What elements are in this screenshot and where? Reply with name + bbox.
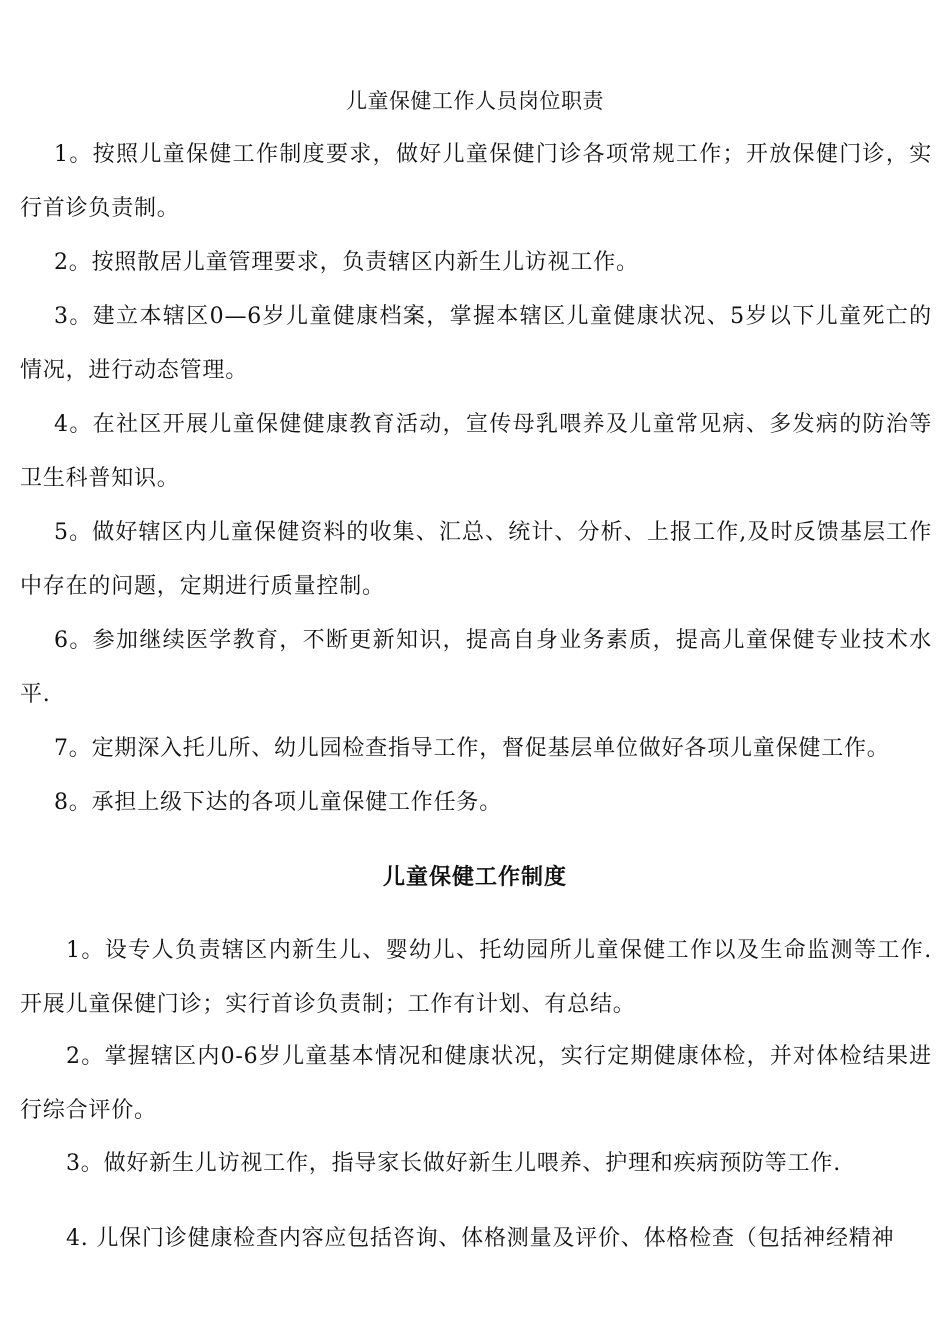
section1-item-8: 8。承担上级下达的各项儿童保健工作任务。 xyxy=(54,790,502,815)
section2-item-4: 4. 儿保门诊健康检查内容应包括咨询、体格测量及评价、体格检查（包括神经精神 xyxy=(66,1226,895,1251)
section1-item-5: 5。做好辖区内儿童保健资料的收集、汇总、统计、分析、上报工作,及时反馈基层工作中存在的问题，定期进行质量控制。 xyxy=(20,520,932,599)
section2-item-2: 2。掌握辖区内0-6岁儿童基本情况和健康状况，实行定期健康体检，并对体检结果进行综合评价。 xyxy=(20,1044,932,1123)
section1-item-7: 7。定期深入托儿所、幼儿园检查指导工作，督促基层单位做好各项儿童保健工作。 xyxy=(54,736,890,761)
section1-title: 儿童保健工作人员岗位职责 xyxy=(346,89,604,113)
section2-title: 儿童保健工作制度 xyxy=(382,864,567,890)
section1-item-3: 3。建立本辖区0—6岁儿童健康档案，掌握本辖区儿童健康状况、5岁以下儿童死亡的情况，进行动态管理。 xyxy=(20,304,932,383)
section1-item-4: 4。在社区开展儿童保健健康教育活动，宣传母乳喂养及儿童常见病、多发病的防治等卫生科普知识。 xyxy=(20,412,932,491)
section1-item-2: 2。按照散居儿童管理要求，负责辖区内新生儿访视工作。 xyxy=(54,250,639,275)
section2-item-3: 3。做好新生儿访视工作，指导家长做好新生儿喂养、护理和疾病预防等工作. xyxy=(66,1151,841,1176)
section1-item-6: 6。参加继续医学教育，不断更新知识，提高自身业务素质，提高儿童保健专业技术水平. xyxy=(20,628,932,707)
section1-item-1: 1。按照儿童保健工作制度要求，做好儿童保健门诊各项常规工作；开放保健门诊，实行首诊负责制。 xyxy=(20,142,932,221)
section2-item-1: 1。设专人负责辖区内新生儿、婴幼儿、托幼园所儿童保健工作以及生命监测等工作.开展儿童保健门诊；实行首诊负责制；工作有计划、有总结。 xyxy=(20,938,932,1017)
